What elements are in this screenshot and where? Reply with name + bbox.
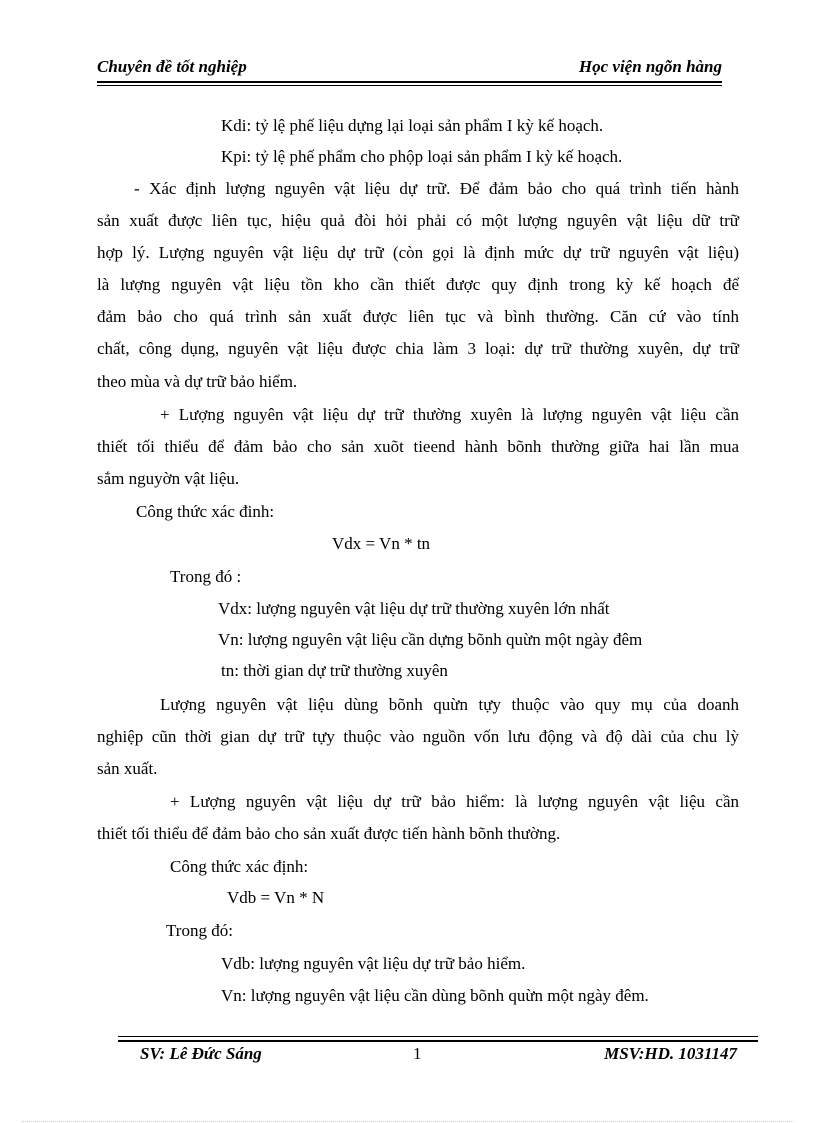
paragraph-line: theo mùa và dự trữ bảo hiểm. bbox=[97, 372, 298, 391]
footer-rule-thin bbox=[118, 1036, 758, 1037]
definition-kdi: Kdi: tỷ lệ phế liệu dựng lại loại sản phẩm I kỳ kế hoạch. bbox=[221, 116, 604, 135]
paragraph-line: + Lượng nguyên vật liệu dự trữ thường xuyên là lượng nguyên vật liệu cần bbox=[160, 405, 739, 424]
definition-tn: tn: thời gian dự trữ thường xuyên bbox=[221, 661, 448, 680]
definition-vn: Vn: lượng nguyên vật liệu cần dựng bõnh quừn một ngày đêm bbox=[218, 630, 643, 649]
formula-label: Công thức xác định: bbox=[170, 857, 309, 876]
header-left-title: Chuyên đề tốt nghiệp bbox=[97, 57, 247, 76]
paragraph-line: Lượng nguyên vật liệu dùng bõnh quừn tựy thuộc vào quy mụ của doanh bbox=[160, 695, 739, 714]
page-footer bbox=[140, 1044, 737, 1068]
footer-rule-thick bbox=[118, 1040, 758, 1042]
paragraph-line: sắm nguyờn vật liệu. bbox=[97, 469, 240, 488]
formula-vdb: Vdb = Vn * N bbox=[227, 888, 325, 907]
where-label: Trong đó: bbox=[166, 921, 233, 940]
formula-label: Công thức xác đinh: bbox=[136, 502, 275, 521]
page-header bbox=[97, 57, 722, 83]
page-number: 1 bbox=[413, 1044, 422, 1063]
definition-vdb: Vdb: lượng nguyên vật liệu dự trữ bảo hiểm. bbox=[221, 954, 526, 973]
header-rule-thin bbox=[97, 85, 722, 86]
paragraph-line: sản xuất được liên tục, hiệu quả đòi hỏi phải có một lượng nguyên vật liệu dữ trữ bbox=[97, 211, 739, 230]
paragraph-line: sản xuất. bbox=[97, 759, 158, 778]
header-rule-thick bbox=[97, 81, 722, 83]
header-right-title: Học viện ngõn hàng bbox=[578, 57, 722, 76]
paragraph-line: - Xác định lượng nguyên vật liệu dự trữ. Để đảm bảo cho quá trình tiến hành bbox=[134, 179, 739, 198]
paragraph-line: + Lượng nguyên vật liệu dự trữ bảo hiểm: là lượng nguyên vật liệu cần bbox=[170, 792, 739, 811]
paragraph-line: nghiệp cũn thời gian dự trữ tựy thuộc vào nguồn vốn lưu động và độ dài của chu lỳ bbox=[97, 727, 739, 746]
definition-vn: Vn: lượng nguyên vật liệu cần dùng bõnh quừn một ngày đêm. bbox=[221, 986, 649, 1005]
definition-vdx: Vdx: lượng nguyên vật liệu dự trữ thường xuyên lớn nhất bbox=[218, 599, 610, 618]
paragraph-line: thiết tối thiểu để đảm bảo cho sản xuõt tieend hành bõnh thường giữa hai lần mua bbox=[97, 437, 739, 456]
page-bottom-edge bbox=[22, 1121, 794, 1122]
paragraph-line: là lượng nguyên vật liệu tồn kho cần thiết được quy định trong kỳ kế hoạch để bbox=[97, 275, 739, 294]
footer-student-name: SV: Lê Đức Sáng bbox=[140, 1044, 262, 1063]
paragraph-line: thiết tối thiểu để đảm bảo cho sản xuất được tiến hành bõnh thường. bbox=[97, 824, 561, 843]
where-label: Trong đó : bbox=[170, 567, 242, 586]
paragraph-line: hợp lý. Lượng nguyên vật liệu dự trữ (còn gọi là định mức dự trữ nguyên vật liệu) bbox=[97, 243, 739, 262]
paragraph-line: chất, công dụng, nguyên vật liệu được chia làm 3 loại: dự trữ thường xuyên, dự trữ bbox=[97, 339, 739, 358]
formula-vdx: Vdx = Vn * tn bbox=[332, 534, 431, 553]
paragraph-line: đảm bảo cho quá trình sản xuất được liên tục và bình thường. Căn cứ vào tính bbox=[97, 307, 739, 326]
definition-kpi: Kpi: tỷ lệ phế phẩm cho phộp loại sản phẩm I kỳ kế hoạch. bbox=[221, 147, 623, 166]
footer-student-id: MSV:HD. 1031147 bbox=[604, 1044, 737, 1063]
